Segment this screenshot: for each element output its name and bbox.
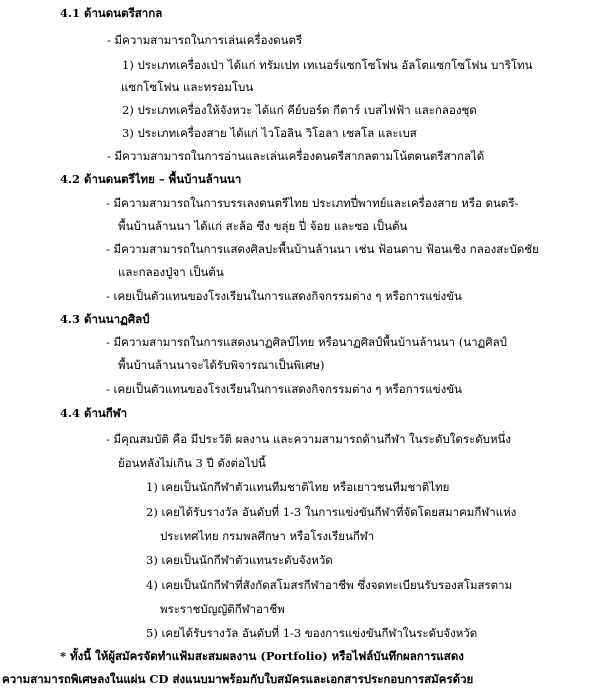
list-item: - เคยเป็นตัวแทนของโรงเรียนในการแสดงกิจกรรมต่าง ๆ หรือการแข่งขัน (106, 289, 462, 303)
list-item-continuation: ประเทศไทย กรมพลศึกษา หรือโรงเรียนกีฬา (160, 529, 375, 543)
list-item: 5) เคยได้รับรางวัล อันดับที่ 1-3 ของการแข่งขันกีฬาในระดับจังหวัด (146, 626, 478, 640)
list-item: 2) เคยได้รับรางวัล อันดับที่ 1-3 ในการแข่งขันกีฬาที่จัดโดยสมาคมกีฬาแห่ง (146, 505, 517, 519)
list-item: - มีความสามารถในการบรรเลงดนตรีไทย ประเภทปี่พาทย์และเครื่องสาย หรือ ดนตรี- (106, 196, 519, 210)
list-item: - มีความสามารถในการแสดงศิลปะพื้นบ้านล้านนา เช่น ฟ้อนดาบ ฟ้อนเชิง กลองสะบัดชัย (106, 242, 539, 256)
list-item: - มีความสามารถในการอ่านและเล่นเครื่องดนตรีสากลตามโน้ตดนตรีสากลได้ (107, 149, 485, 163)
list-item: - มีคุณสมบัติ คือ มีประวัติ ผลงาน และความสามารถด้านกีฬา ในระดับใดระดับหนึ่ง (106, 432, 512, 446)
list-item: - มีความสามารถในการแสดงนาฏศิลป์ไทย หรือนาฏศิลป์พื้นบ้านล้านนา (นาฏศิลป์ (106, 335, 507, 349)
footnote-line: ความสามารถพิเศษลงในแผ่น CD ส่งแนบมาพร้อมกับใบสมัครและเอกสารประกอบการสมัครด้วย (2, 672, 474, 686)
section-heading-4-4: 4.4 ด้านกีฬา (60, 406, 128, 420)
list-item-continuation: และกลองปู่จา เป็นต้น (118, 265, 224, 279)
list-item: 1) เคยเป็นนักกีฬาตัวแทนทีมชาติไทย หรือเยาวชนทีมชาติไทย (146, 480, 450, 494)
list-item: 3) ประเภทเครื่องสาย ได้แก่ ไวโอลิน วิโอลา เชลโล และเบส (122, 126, 417, 140)
footnote-line: * ทั้งนี้ ให้ผู้สมัครจัดทำแฟ้มสะสมผลงาน (Portfolio) หรือไฟล์บันทึกผลการแสดง (60, 649, 464, 663)
list-item-continuation: แซกโซโฟน และทรอมโบน (121, 80, 254, 94)
list-item: - เคยเป็นตัวแทนของโรงเรียนในการแสดงกิจกรรมต่าง ๆ หรือการแข่งขัน (106, 382, 462, 396)
section-heading-4-1: 4.1 ด้านดนตรีสากล (60, 6, 163, 20)
list-item-continuation: พื้นบ้านล้านนา ได้แก่ สะล้อ ซึง ขลุ่ย ปี่ จ้อย และซอ เป็นต้น (118, 219, 408, 233)
list-item: 3) เคยเป็นนักกีฬาตัวแทนระดับจังหวัด (146, 553, 333, 567)
list-item-continuation: พระราชบัญญัติกีฬาอาชีพ (160, 602, 285, 616)
list-item: 4) เคยเป็นนักกีฬาที่สังกัดสโมสรกีฬาอาชีพ ซึ่งจดทะเบียนรับรองสโมสรตาม (146, 578, 513, 592)
list-item: 2) ประเภทเครื่องให้จังหวะ ได้แก่ คีย์บอร์ด กีตาร์ เบสไฟฟ้า และกลองชุด (122, 103, 477, 117)
list-item: - มีความสามารถในการเล่นเครื่องดนตรี (107, 33, 303, 47)
list-item-continuation: พื้นบ้านล้านนาจะได้รับพิจารณาเป็นพิเศษ) (118, 358, 325, 372)
section-heading-4-2: 4.2 ด้านดนตรีไทย – พื้นบ้านล้านนา (60, 172, 242, 186)
list-item: 1) ประเภทเครื่องเป่า ได้แก่ ทรัมเปท เทเนอร์แซกโซโฟน อัลโตแซกโซโฟน บาริโทน (122, 58, 533, 72)
section-heading-4-3: 4.3 ด้านนาฏศิลป์ (60, 312, 150, 326)
list-item-continuation: ย้อนหลังไม่เกิน 3 ปี ดังต่อไปนี้ (118, 456, 266, 470)
